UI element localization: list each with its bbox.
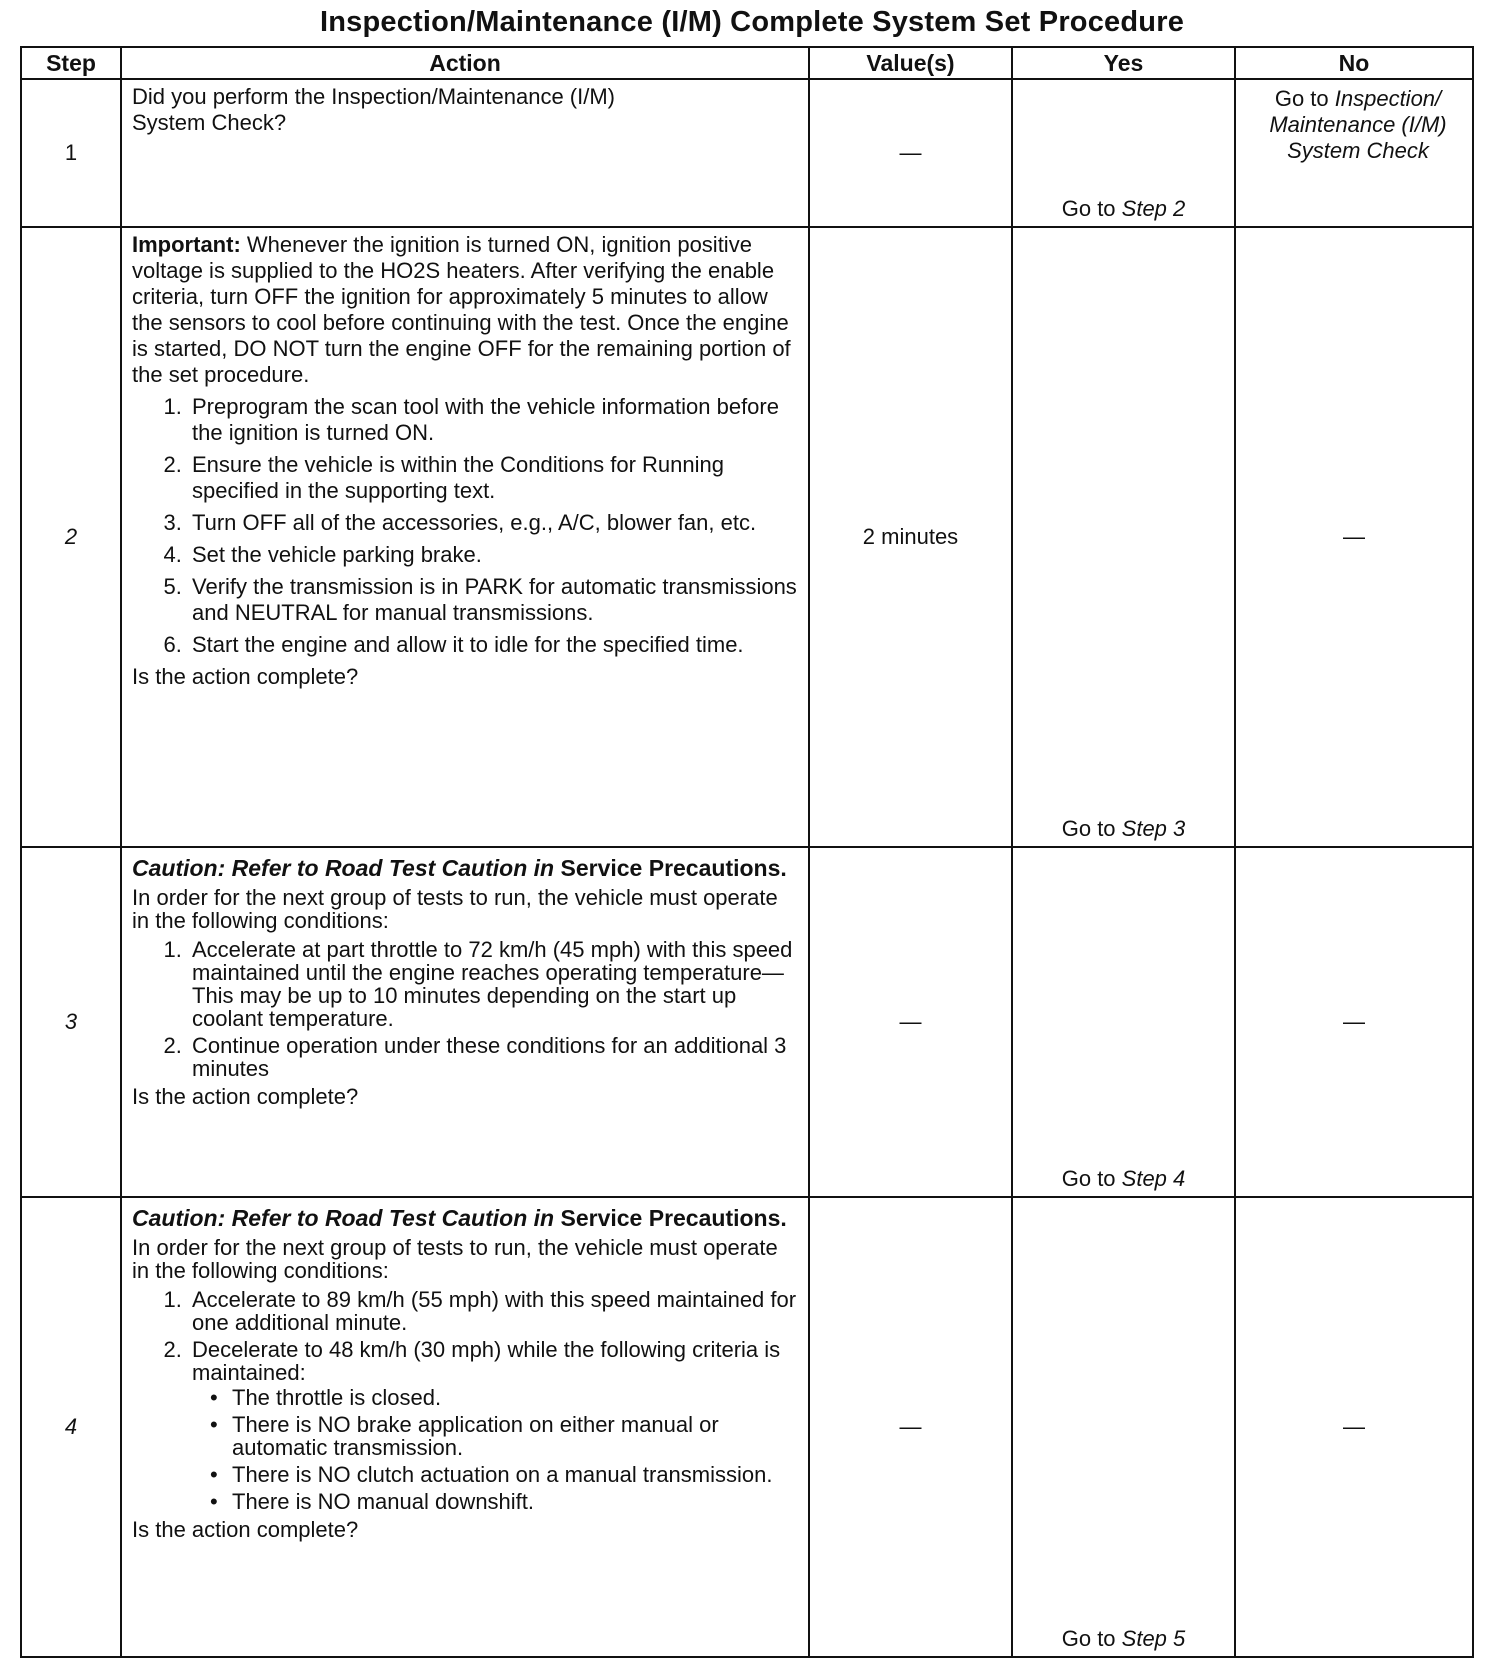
- step-number: 3: [21, 847, 121, 1197]
- caution-service-link[interactable]: Service Precautions.: [560, 855, 787, 881]
- header-action: Action: [121, 47, 809, 79]
- procedure-list: [132, 1288, 798, 1513]
- header-no: No: [1235, 47, 1473, 79]
- criteria-list: [192, 1386, 798, 1513]
- table-row: [21, 1197, 1473, 1657]
- action-cell: [121, 1197, 809, 1657]
- caution-italic: Caution: Refer to Road Test Caution in: [132, 855, 555, 881]
- list-item: 1. Accelerate at part throttle to 72 km/h (45 mph) with this speed maintained until the engine reaches operating temperature—This may be up to 10 minutes depending on the start up coolant temperature.: [188, 938, 798, 1030]
- value-cell: —: [809, 1197, 1012, 1657]
- caution-service-link[interactable]: Service Precautions.: [560, 1205, 787, 1231]
- bullet-item: • The throttle is closed.: [228, 1386, 798, 1409]
- action-cell: [121, 227, 809, 847]
- action-cell: [121, 847, 809, 1197]
- procedure-list: [132, 394, 798, 658]
- action-question: Is the action complete?: [132, 1517, 359, 1542]
- table-row: [21, 227, 1473, 847]
- important-text: Whenever the ignition is turned ON, ignition positive voltage is supplied to the HO2S heaters. After verifying the enable criteria, turn OFF the ignition for approximately 5 minutes to allow the sensors to cool before continuing with the test. Once the engine is started, DO NOT turn the engine OFF for the remaining portion of the set procedure.: [132, 232, 791, 387]
- bullet-item: • There is NO manual downshift.: [228, 1490, 798, 1513]
- yes-prefix: Go to: [1061, 1626, 1122, 1651]
- no-link[interactable]: Inspection/ Maintenance (I/M) System Check: [1269, 86, 1447, 163]
- action-question: Is the action complete?: [132, 1084, 359, 1109]
- list-item: 4. Set the vehicle parking brake.: [188, 542, 798, 568]
- caution-note: [132, 1204, 798, 1232]
- list-item: 2. Ensure the vehicle is within the Conditions for Running specified in the supporting text.: [188, 452, 798, 504]
- yes-step-link[interactable]: Step 4: [1121, 1166, 1186, 1191]
- action-text: Did you perform the Inspection/Maintenance (I/M) System Check?: [132, 84, 616, 135]
- caution-italic: Caution: Refer to Road Test Caution in: [132, 1205, 555, 1231]
- conditions-intro: In order for the next group of tests to run, the vehicle must operate in the following conditions:: [132, 1235, 778, 1283]
- page-title: Inspection/Maintenance (I/M) Complete System Set Procedure: [319, 6, 1185, 38]
- step-number: 2: [21, 227, 121, 847]
- step-number: 1: [21, 79, 121, 227]
- yes-step-link[interactable]: Step 5: [1121, 1626, 1186, 1651]
- bullet-item: • There is NO clutch actuation on a manual transmission.: [228, 1463, 798, 1486]
- value-cell: 2 minutes: [809, 227, 1012, 847]
- yes-prefix: Go to: [1061, 196, 1122, 221]
- yes-step-link[interactable]: Step 3: [1121, 816, 1186, 841]
- no-cell: [1235, 79, 1473, 227]
- table-row: [21, 79, 1473, 227]
- value-cell: —: [809, 847, 1012, 1197]
- important-note: [132, 232, 798, 388]
- list-item: [188, 1338, 798, 1513]
- no-prefix: Go to: [1274, 86, 1335, 111]
- yes-cell: [1012, 1197, 1235, 1657]
- procedure-list: [132, 938, 798, 1080]
- yes-cell: [1012, 227, 1235, 847]
- header-step: Step: [21, 47, 121, 79]
- table-row: [21, 847, 1473, 1197]
- yes-prefix: Go to: [1061, 816, 1122, 841]
- list-item: 6. Start the engine and allow it to idle for the specified time.: [188, 632, 798, 658]
- important-label: Important:: [132, 232, 241, 257]
- action-cell: [121, 79, 809, 227]
- conditions-intro: In order for the next group of tests to run, the vehicle must operate in the following conditions:: [132, 885, 778, 933]
- procedure-table: [20, 46, 1474, 1658]
- no-cell: —: [1235, 227, 1473, 847]
- header-yes: Yes: [1012, 47, 1235, 79]
- no-cell: —: [1235, 1197, 1473, 1657]
- bullet-item: • There is NO brake application on either manual or automatic transmission.: [228, 1413, 798, 1459]
- list-item-text: Decelerate to 48 km/h (30 mph) while the following criteria is maintained:: [192, 1337, 781, 1385]
- list-item: 2. Continue operation under these conditions for an additional 3 minutes: [188, 1034, 798, 1080]
- value-cell: —: [809, 79, 1012, 227]
- no-cell: —: [1235, 847, 1473, 1197]
- list-item: 3. Turn OFF all of the accessories, e.g., A/C, blower fan, etc.: [188, 510, 798, 536]
- yes-step-link[interactable]: Step 2: [1121, 196, 1186, 221]
- yes-cell: [1012, 79, 1235, 227]
- list-item: 5. Verify the transmission is in PARK for automatic transmissions and NEUTRAL for manual transmissions.: [188, 574, 798, 626]
- yes-cell: [1012, 847, 1235, 1197]
- header-value: Value(s): [809, 47, 1012, 79]
- step-number: 4: [21, 1197, 121, 1657]
- action-question: Is the action complete?: [132, 664, 359, 689]
- list-item: 1. Preprogram the scan tool with the vehicle information before the ignition is turned ON.: [188, 394, 798, 446]
- yes-prefix: Go to: [1061, 1166, 1122, 1191]
- caution-note: [132, 854, 798, 882]
- header-row: [21, 47, 1473, 79]
- list-item: 1. Accelerate to 89 km/h (55 mph) with this speed maintained for one additional minute.: [188, 1288, 798, 1334]
